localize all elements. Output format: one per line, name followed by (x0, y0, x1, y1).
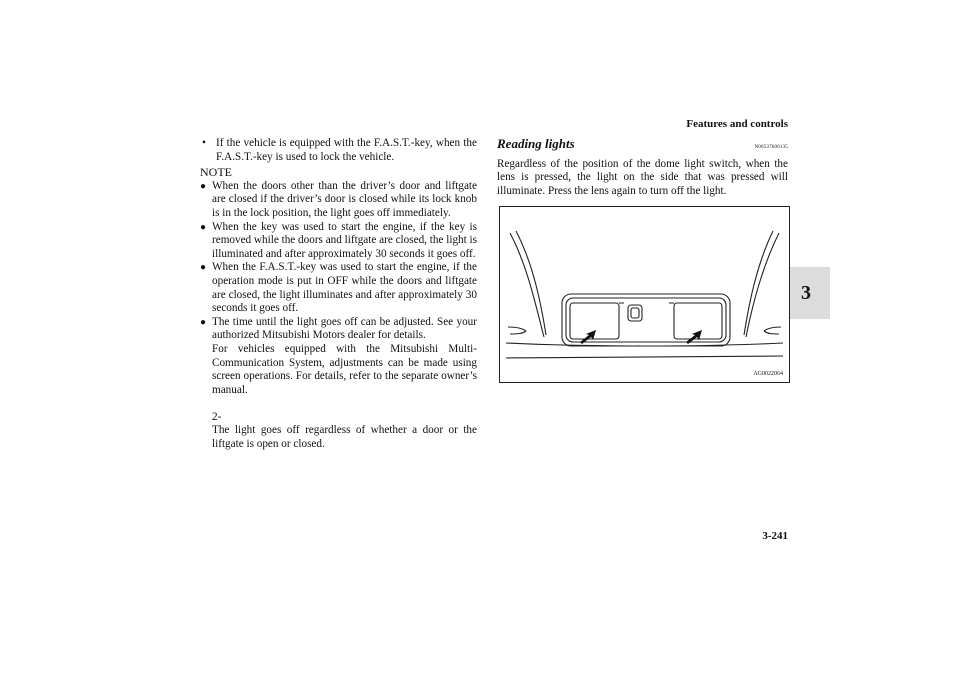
reading-lights-illustration (500, 207, 789, 382)
section-text: Regardless of the position of the dome light switch, when the lens is pressed, the light on the side that was pressed will illuminate. Press the lens again to turn off the light. (497, 157, 788, 197)
intro-bullet (200, 137, 477, 164)
note-item (200, 180, 477, 221)
note-text: When the key was used to start the engine, if the key is removed while the doors and liftgate are closed, the light is illuminated and after approximately 30 seconds it goes off. (212, 220, 478, 260)
figure-code: AG0022064 (753, 371, 783, 377)
note-bullet-icon: ● (200, 262, 207, 274)
note-text: When the F.A.S.T.-key was used to start the engine, if the operation mode is put in OFF while the doors and liftgate are closed, the light illuminates and after approximately 30 seconds it goes off. (212, 261, 477, 315)
chapter-number: 3 (801, 281, 811, 304)
reading-lights-figure (499, 206, 790, 383)
note-list (200, 180, 477, 452)
section-title: Reading lights (497, 136, 575, 151)
note-text: The time until the light goes off can be adjusted. See your authorized Mitsubishi Motors dealer for details. (212, 315, 477, 342)
note-text: When the doors other than the driver’s door and liftgate are closed if the driver’s door is closed while its lock knob is in the lock position, the light goes off immediately. (212, 179, 477, 219)
left-column (200, 137, 477, 452)
intro-bullet-text: If the vehicle is equipped with the F.A.S.T.-key, when the F.A.S.T.-key is used to lock the vehicle. (216, 137, 477, 163)
note-item (200, 261, 477, 315)
page-number: 3-241 (762, 530, 788, 542)
section-heading (497, 137, 788, 155)
note-item (200, 316, 477, 452)
header-title: Features and controls (686, 118, 788, 130)
note-text: 2- (212, 410, 222, 423)
bullet-marker: • (202, 137, 206, 149)
note-text: For vehicles equipped with the Mitsubishi Multi-Communication System, adjustments can be made using screen operations. For details, refer to the separate owner’s manual. (212, 342, 477, 396)
note-bullet-icon: ● (200, 221, 207, 233)
note-label: NOTE (200, 165, 232, 180)
section-code: N00537600135 (754, 145, 788, 150)
note-text: The light goes off regardless of whether a door or the liftgate is open or closed. (212, 424, 477, 451)
right-column (497, 137, 788, 198)
note-bullet-icon: ● (200, 316, 207, 328)
note-bullet-icon: ● (200, 180, 207, 192)
note-item (200, 221, 477, 262)
note-blank-line (212, 397, 477, 411)
